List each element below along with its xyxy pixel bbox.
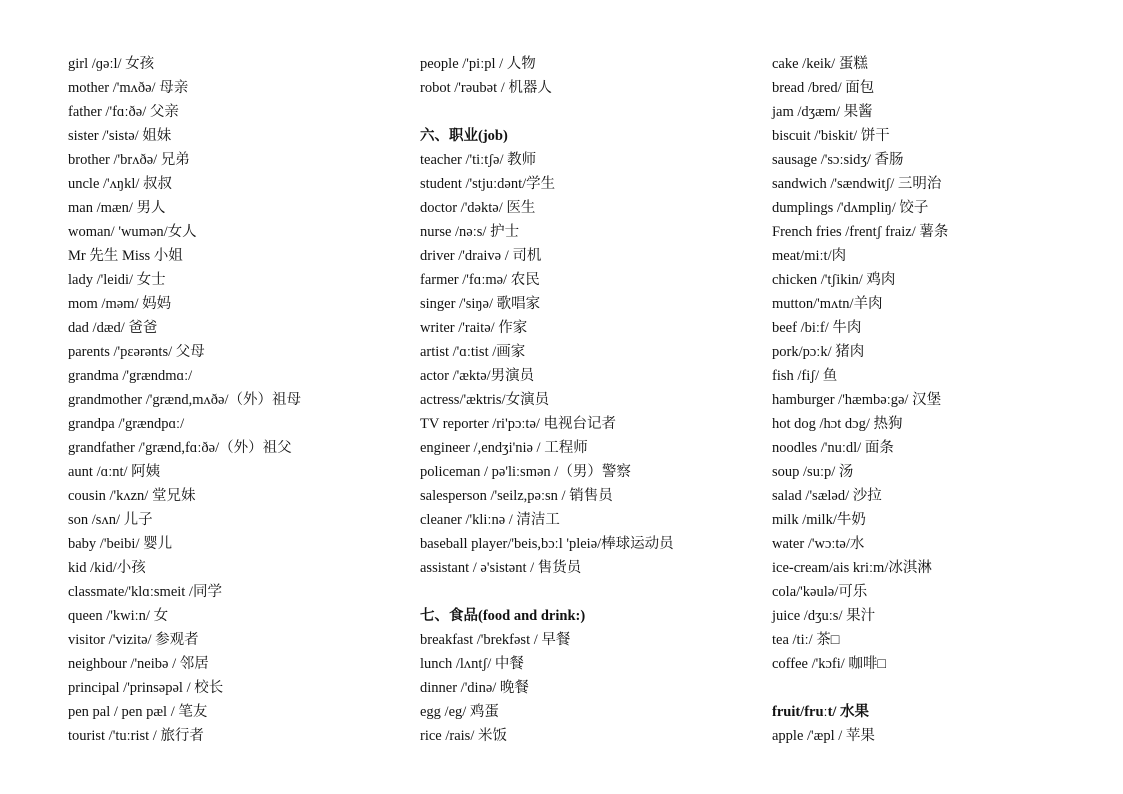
vocab-entry: hamburger /'hæmbəːgə/ 汉堡: [772, 392, 942, 408]
vocab-entry: actress/'æktris/女演员: [420, 392, 550, 408]
vocab-entry: dumplings /'dʌmpliŋ/ 饺子: [772, 200, 929, 216]
column-1: [68, 52, 398, 748]
blank-line: [420, 580, 750, 604]
vocab-entry: writer /'raitə/ 作家: [420, 320, 528, 336]
vocab-entry: son /sʌn/ 儿子: [68, 512, 153, 528]
vocab-entry: people /'piːpl / 人物: [420, 56, 536, 72]
vocab-entry: visitor /'vizitə/ 参观者: [68, 632, 199, 648]
vocab-entry: baseball player/'beis,bɔːl 'pleiə/棒球运动员: [420, 536, 674, 552]
vocab-entry: juice /dʒuːs/ 果汁: [772, 608, 876, 624]
vocab-entry: singer /'siŋə/ 歌唱家: [420, 296, 541, 312]
vocab-entry: sausage /'sɔːsidʒ/ 香肠: [772, 152, 904, 168]
vocab-entry: father /'fɑːðə/ 父亲: [68, 104, 179, 120]
vocab-entry: lunch /lʌntʃ/ 中餐: [420, 656, 524, 672]
vocab-entry: tourist /'tuːrist / 旅行者: [68, 728, 204, 744]
vocab-entry: chicken /'tʃikin/ 鸡肉: [772, 272, 896, 288]
vocab-entry: salesperson /'seilz,pəːsn / 销售员: [420, 488, 613, 504]
vocab-entry: dinner /'dinə/ 晚餐: [420, 680, 529, 696]
vocab-entry: fish /fiʃ/ 鱼: [772, 368, 838, 384]
vocab-entry: Mr 先生 Miss 小姐: [68, 248, 183, 264]
vocab-entry: coffee /'kɔfi/ 咖啡□: [772, 656, 887, 672]
vocab-entry: mom /məm/ 妈妈: [68, 296, 172, 312]
vocab-entry: soup /suːp/ 汤: [772, 464, 854, 480]
vocab-entry: neighbour /'neibə / 邻居: [68, 656, 209, 672]
vocab-entry: principal /'prinsəpəl / 校长: [68, 680, 224, 696]
vocab-entry: apple /'æpl / 苹果: [772, 728, 875, 744]
vocab-entry: student /'stjuːdənt/学生: [420, 176, 556, 192]
vocab-entry: brother /'brʌðə/ 兄弟: [68, 152, 190, 168]
vocab-entry: lady /'leidi/ 女士: [68, 272, 166, 288]
vocab-entry: kid /kid/小孩: [68, 560, 146, 576]
vocab-entry: meat/miːt/肉: [772, 248, 847, 264]
vocab-entry: French fries /frentʃ fraiz/ 薯条: [772, 224, 949, 240]
vocab-entry: parents /'pɛərənts/ 父母: [68, 344, 205, 360]
vocab-entry: grandpa /'grændpɑː/: [68, 416, 185, 432]
vocab-entry: biscuit /'biskit/ 饼干: [772, 128, 890, 144]
vocab-entry: bread /bred/ 面包: [772, 80, 875, 96]
vocab-entry: milk /milk/牛奶: [772, 512, 866, 528]
vocab-entry: beef /biːf/ 牛肉: [772, 320, 862, 336]
vocab-entry: artist /'ɑːtist /画家: [420, 344, 526, 360]
vocab-entry: teacher /'tiːtʃə/ 教师: [420, 152, 537, 168]
section-heading: 六、职业(job): [420, 128, 508, 144]
vocab-entry: doctor /'dəktə/ 医生: [420, 200, 536, 216]
section-heading: 七、食品(food and drink:): [420, 608, 586, 624]
vocab-entry: breakfast /'brekfəst / 早餐: [420, 632, 571, 648]
vocab-entry: classmate/'klɑːsmeit /同学: [68, 584, 222, 600]
vocab-entry: cake /keik/ 蛋糕: [772, 56, 868, 72]
vocab-entry: baby /'beibi/ 婴儿: [68, 536, 173, 552]
vocab-entry: water /'wɔːtə/水: [772, 536, 865, 552]
vocab-entry: noodles /'nuːdl/ 面条: [772, 440, 894, 456]
vocab-entry: cola/'kəulə/可乐: [772, 584, 868, 600]
vocab-entry: man /mæn/ 男人: [68, 200, 166, 216]
vocab-entry: girl /ɡəːl/ 女孩: [68, 56, 155, 72]
column-3: [772, 52, 1102, 748]
vocab-entry: dad /dæd/ 爸爸: [68, 320, 158, 336]
vocab-entry: robot /'rəubət / 机器人: [420, 80, 552, 96]
vocab-entry: mutton/'mʌtn/羊肉: [772, 296, 883, 312]
vocab-entry: sister /'sistə/ 姐妹: [68, 128, 172, 144]
vocab-entry: uncle /'ʌŋkl/ 叔叔: [68, 176, 173, 192]
vocab-entry: grandmother /'grænd,mʌðə/（外）祖母: [68, 392, 301, 408]
vocab-entry: aunt /ɑːnt/ 阿姨: [68, 464, 161, 480]
vocab-entry: hot dog /hɔt dɔg/ 热狗: [772, 416, 903, 432]
vocab-entry: grandma /'grændmɑː/: [68, 368, 193, 384]
vocab-entry: cousin /'kʌzn/ 堂兄妹: [68, 488, 196, 504]
blank-line: [772, 676, 1102, 700]
vocab-entry: woman/ 'wumən/女人: [68, 224, 197, 240]
vocab-entry: sandwich /'sændwitʃ/ 三明治: [772, 176, 942, 192]
vocab-entry: queen /'kwiːn/ 女: [68, 608, 169, 624]
vocab-entry: TV reporter /ri'pɔːtə/ 电视台记者: [420, 416, 617, 432]
blank-line: [420, 100, 750, 124]
vocab-entry: engineer /,endʒi'niə / 工程师: [420, 440, 588, 456]
vocab-entry: driver /'draivə / 司机: [420, 248, 542, 264]
column-2: [420, 52, 750, 748]
vocab-entry: jam /dʒæm/ 果酱: [772, 104, 873, 120]
vocab-entry: mother /'mʌðə/ 母亲: [68, 80, 189, 96]
vocab-entry: rice /rais/ 米饭: [420, 728, 507, 744]
section-heading: fruit/fruːt/ 水果: [772, 704, 870, 720]
vocab-entry: policeman / pə'liːsmən /（男）警察: [420, 464, 631, 480]
vocab-entry: farmer /'fɑːmə/ 农民: [420, 272, 540, 288]
vocab-entry: pen pal / pen pæl / 笔友: [68, 704, 208, 720]
vocab-entry: egg /eg/ 鸡蛋: [420, 704, 499, 720]
vocab-entry: grandfather /'grænd,fɑːðə/（外）祖父: [68, 440, 292, 456]
vocab-entry: ice-cream/ais kriːm/冰淇淋: [772, 560, 932, 576]
vocab-entry: cleaner /'kliːnə / 清洁工: [420, 512, 560, 528]
vocab-entry: actor /'æktə/男演员: [420, 368, 535, 384]
vocab-entry: tea /tiː/ 茶□: [772, 632, 840, 648]
vocab-entry: nurse /nəːs/ 护士: [420, 224, 520, 240]
vocab-entry: assistant / ə'sistənt / 售货员: [420, 560, 582, 576]
vocab-entry: pork/pɔːk/ 猪肉: [772, 344, 865, 360]
vocab-entry: salad /'sæləd/ 沙拉: [772, 488, 882, 504]
